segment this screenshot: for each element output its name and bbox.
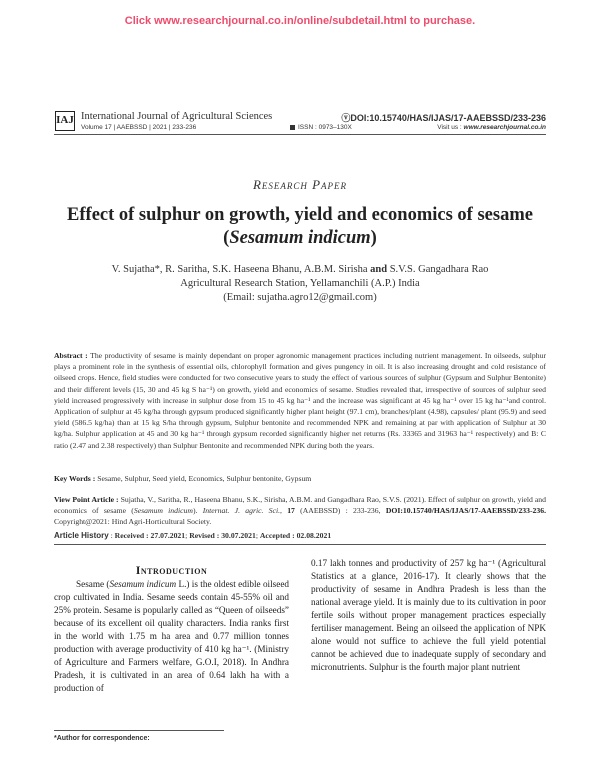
header-rule xyxy=(54,134,546,135)
visit-label: Visit us : xyxy=(437,124,464,131)
title-line-1: Effect of sulphur on growth, yield and economics of sesame xyxy=(67,205,533,225)
citation-sci: Sesamum indicum xyxy=(133,506,193,516)
email: (Email: sujatha.agro12@gmail.com) xyxy=(223,292,377,303)
citation-text-e: Copyright@2021: Hind Agri-Horticultural Society. xyxy=(54,517,212,527)
authors-part-1: V. Sujatha*, R. Saritha, S.K. Haseena Bhanu, A.B.M. Sirisha xyxy=(111,264,371,275)
title-scientific-name: Sesamum indicum xyxy=(229,228,371,248)
authors-and: and xyxy=(370,264,388,275)
keywords-label: Key Words : xyxy=(54,474,98,483)
issn xyxy=(290,124,352,131)
keywords-text: Sesame, Sulphur, Seed yield, Economics, Sulphur bentonite, Gypsum xyxy=(97,474,312,483)
abstract-label: Abstract : xyxy=(54,351,91,360)
history-rule xyxy=(54,544,546,545)
issn-square-icon xyxy=(290,125,295,130)
history-revised: Revised : 30.07.2021 xyxy=(189,531,256,540)
journal-logo: IAJ xyxy=(55,111,75,131)
history-label: Article History xyxy=(54,531,109,540)
citation xyxy=(54,494,546,528)
keywords xyxy=(54,474,311,483)
purchase-link[interactable]: Click www.researchjournal.co.in/online/subdetail.html to purchase. xyxy=(124,15,476,27)
intro-left-column xyxy=(54,578,289,695)
intro-right-column: 0.17 lakh tonnes and productivity of 257 kg ha⁻¹ (Agricultural Statistics at a glance, 2016-17). It clearly shows that the productivity of sesame in Andhra Pradesh is less than the national average yield. It is mainly due to its cultivation in poor fertile soils without proper management practices especially fertiliser management. Being an oilseed the application of NPK alone would not suffice to achieve the full yield potential cannot be achieved due to inadequate supply of secondary and micronutrients. Sulphur is the fourth major plant nutrient xyxy=(311,558,546,672)
affiliation: Agricultural Research Station, Yellamanchili (A.P.) India xyxy=(180,278,420,289)
visit-url[interactable]: www.researchjournal.co.in xyxy=(463,124,546,131)
citation-text-c: , xyxy=(280,506,288,516)
volume-line: Volume 17 | AAEBSSD | 2021 | 233-236 xyxy=(81,124,197,131)
citation-doi[interactable]: DOI:10.15740/HAS/IJAS/17-AAEBSSD/233-236. xyxy=(385,506,546,516)
title-line-2 xyxy=(50,227,550,250)
footnote: *Author for correspondence: xyxy=(54,735,150,742)
citation-journal: Internat. J. agric. Sci. xyxy=(202,506,280,516)
citation-text-b: ). xyxy=(192,506,203,516)
title-paren-open: ( xyxy=(223,228,230,248)
intro-left-b: L.) is the oldest edible oilseed crop cultivated in India. Sesame seeds contain 45-55% oil and 25% protein. Sesame is popularly called as “Queen of oilseeds” because of its excellent oil quality characters. India ranks first in the world with 1.75 m ha area and 0.77 million tonnes production with average productivity of 410 kg ha⁻¹. (Ministry of Agriculture and Farmers welfare, G.O.I, 2018). In Andhra Pradesh, it is cultivated in an area of 0.64 lakh ha with a production of xyxy=(54,579,289,693)
paper-type-label: Research Paper xyxy=(252,177,348,192)
citation-text-a: Sujatha, V., Saritha, R., Haseena Bhanu, S.K., Sirisha, A.B.M. and Gangadhara Rao, S.V.S. (2021). Effect of sulphur on growth, yield and economics of sesame ( xyxy=(54,495,546,516)
citation-label: View Point Article : xyxy=(54,495,121,504)
journal-name: International Journal of Agricultural Sciences xyxy=(81,111,273,122)
intro-left-sci: Sesamum indicum xyxy=(109,579,177,589)
doi-text: DOI:10.15740/HAS/IJAS/17-AAEBSSD/233-236 xyxy=(350,113,546,123)
abstract xyxy=(54,350,546,451)
doi-icon: ⓥ xyxy=(341,113,351,123)
footnote-rule xyxy=(54,730,224,731)
authors-part-2: S.V.S. Gangadhara Rao xyxy=(387,264,489,275)
citation-volume: 17 xyxy=(287,506,295,516)
intro-heading: Introduction xyxy=(135,563,208,577)
authors xyxy=(40,264,560,275)
intro-left-a: Sesame ( xyxy=(76,579,110,589)
issn-text: ISSN : 0973–130X xyxy=(298,124,352,131)
abstract-text: The productivity of sesame is mainly dependant on proper agronomic management practices including nutrient management. In oilseeds, sulphur plays a prominent role in the synthesis of essential oils, chlorophyll formation and gives pungency in oil. It is also increasing drought and cold resistance of oilseed crops. Hence, field studies were conducted for two consecutive years to study the effect of various sources of sulphur (Gypsum and Sulphur Bentonite) and their different levels (15, 30 and 45 kg S ha⁻¹) on growth, yield and economics of sesame. Studies revealed that, irrespective of sources of sulphur seed yield increased progressively with increase in sulphur dose from 15 to 45 kg ha⁻¹ and the increase was significant at 45 kg ha⁻¹ over 15 kg ha⁻¹and control. Application of sulphur at 45 kg/ha through gypsum produced significantly higher plant height (97.1 cm), branches/plant (4.98), capsules/ plant (95.9) and seed yield (586.5 kg/ha) than at 15 kg S/ha through gypsum, Sulphur bentonite and recommended NPK and remaining at par with application of Sulphur at 30 kg/ha. Sulphur application at 45 and 30 kg ha⁻¹ through gypsum recorded significantly higher net returns (Rs. 33365 and 31963 ha⁻¹ respectively) and B: C ratio (2.47 and 2.38 respectively) than Sulphur Bentonite and recommended NPK during both the years. xyxy=(54,351,547,450)
title-paren-close: ) xyxy=(370,228,377,248)
visit-us xyxy=(437,124,546,131)
history-accepted: Accepted : 02.08.2021 xyxy=(259,531,332,540)
doi-header xyxy=(341,111,546,124)
article-history: Article History : Received : 27.07.2021; Revised : 30.07.2021; Accepted : 02.08.2021 xyxy=(54,531,332,540)
citation-text-d: (AAEBSSD) : 233-236, xyxy=(294,506,386,516)
paper-title xyxy=(50,204,550,250)
history-received: Received : 27.07.2021 xyxy=(114,531,186,540)
